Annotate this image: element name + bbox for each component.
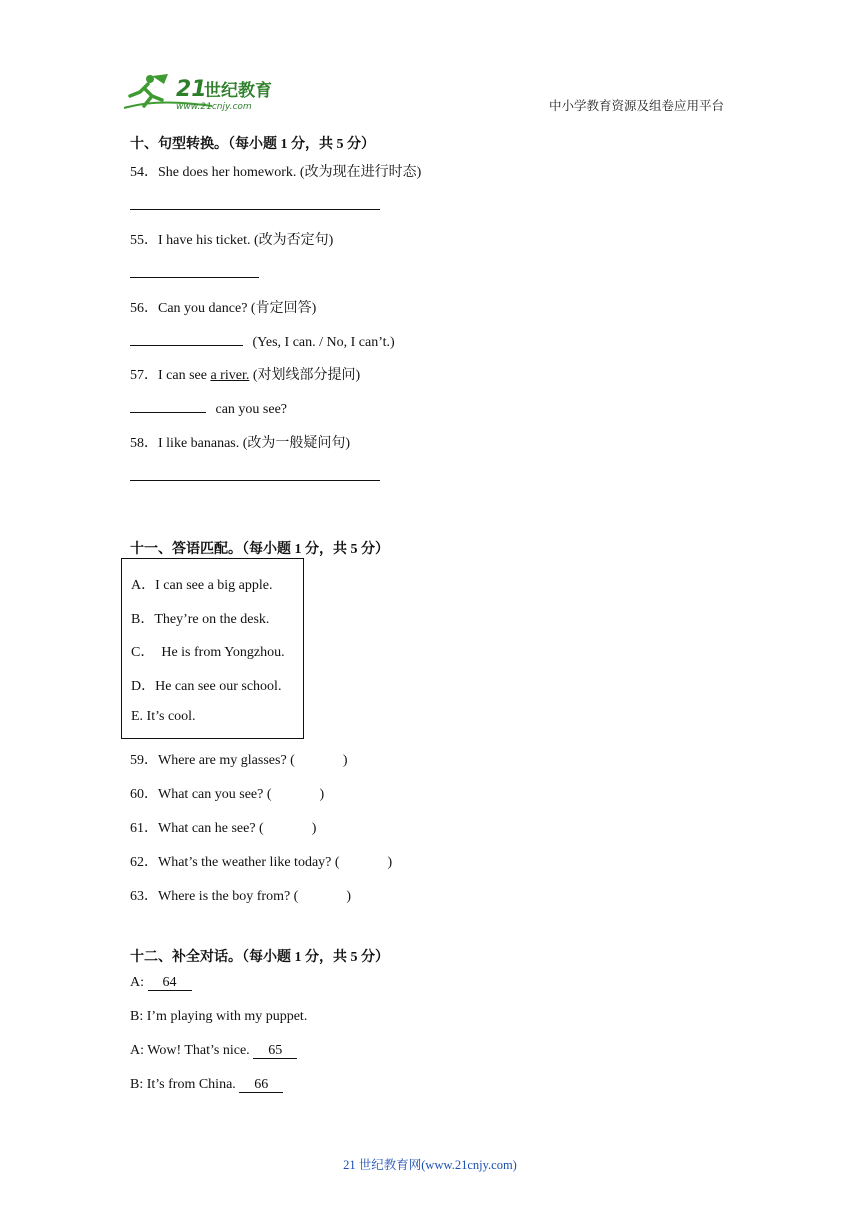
section-12-heading: 十二、补全对话。（每小题 1 分，共 5 分） — [130, 950, 389, 965]
speaker: B: — [130, 1077, 147, 1092]
site-logo — [122, 70, 292, 114]
close-paren: ) — [387, 855, 393, 870]
platform-label: 中小学教育资源及组卷应用平台 — [549, 99, 725, 113]
question-57-after: (对划线部分提问) — [249, 368, 361, 383]
dialogue-line-2 — [130, 1009, 307, 1025]
answer-56-row — [130, 331, 395, 351]
footer-link[interactable]: 21 世纪教育网(www.21cnjy.com) — [343, 1158, 517, 1172]
dialogue-line-1 — [130, 975, 192, 991]
answer-blank-56 — [130, 331, 243, 346]
dialogue-line-3 — [130, 1043, 297, 1059]
answer-suffix-56: (Yes, I can. / No, I can’t.) — [252, 335, 395, 350]
logo-chinese: 世纪教育 — [204, 81, 272, 101]
question-57-underlined: a river. — [210, 368, 250, 383]
answer-line-55 — [130, 277, 259, 278]
option-a: A．I can see a big apple. — [131, 578, 273, 593]
question-54: 54．She does her homework. (改为现在进行时态) — [130, 165, 422, 180]
question-63-text: 63．Where is the boy from? ( — [130, 889, 299, 904]
question-61 — [130, 817, 316, 837]
dialogue-blank-65[interactable]: 65 — [253, 1044, 297, 1059]
question-61-text: 61．What can he see? ( — [130, 821, 264, 836]
answer-blank-57 — [130, 398, 206, 413]
close-paren: ) — [346, 889, 352, 904]
question-57 — [130, 364, 360, 384]
option-d: D．He can see our school. — [131, 679, 282, 694]
section-10-heading: 十、句型转换。（每小题 1 分，共 5 分） — [130, 137, 375, 152]
question-60 — [130, 783, 324, 803]
logo-runner-icon — [122, 70, 292, 114]
question-62 — [130, 851, 392, 871]
logo-url: www.21cnjy.com — [176, 102, 252, 112]
option-e: E. It’s cool. — [131, 709, 196, 724]
question-59 — [130, 749, 348, 769]
question-60-text: 60．What can you see? ( — [130, 787, 272, 802]
section-11-heading: 十一、答语匹配。（每小题 1 分，共 5 分） — [130, 542, 389, 557]
question-63 — [130, 885, 351, 905]
question-62-text: 62．What’s the weather like today? ( — [130, 855, 340, 870]
speaker: B: — [130, 1009, 147, 1024]
dialogue-blank-66[interactable]: 66 — [239, 1078, 283, 1093]
dialogue-text: I’m playing with my puppet. — [146, 1009, 308, 1024]
question-56: 56．Can you dance? (肯定回答) — [130, 301, 317, 316]
question-57-before: 57．I can see — [130, 368, 211, 383]
speaker: A: — [130, 975, 148, 990]
dialogue-line-4 — [130, 1077, 283, 1093]
close-paren: ) — [342, 753, 348, 768]
option-b: B．They’re on the desk. — [131, 612, 270, 627]
dialogue-blank-64[interactable]: 64 — [148, 976, 192, 991]
close-paren: ) — [311, 821, 317, 836]
question-58: 58．I like bananas. (改为一般疑问句) — [130, 436, 351, 451]
question-59-text: 59．Where are my glasses? ( — [130, 753, 295, 768]
option-c: C． He is from Yongzhou. — [131, 645, 285, 660]
question-55: 55．I have his ticket. (改为否定句) — [130, 233, 334, 248]
answer-line-54 — [130, 209, 380, 210]
answer-line-58 — [130, 480, 380, 481]
answer-57-row — [130, 398, 287, 418]
dialogue-text: Wow! That’s nice. — [147, 1043, 254, 1058]
answer-suffix-57: can you see? — [215, 402, 288, 417]
logo-number: 21 — [176, 77, 207, 102]
dialogue-text: It’s from China. — [146, 1077, 240, 1092]
close-paren: ) — [319, 787, 325, 802]
speaker: A: — [130, 1043, 148, 1058]
